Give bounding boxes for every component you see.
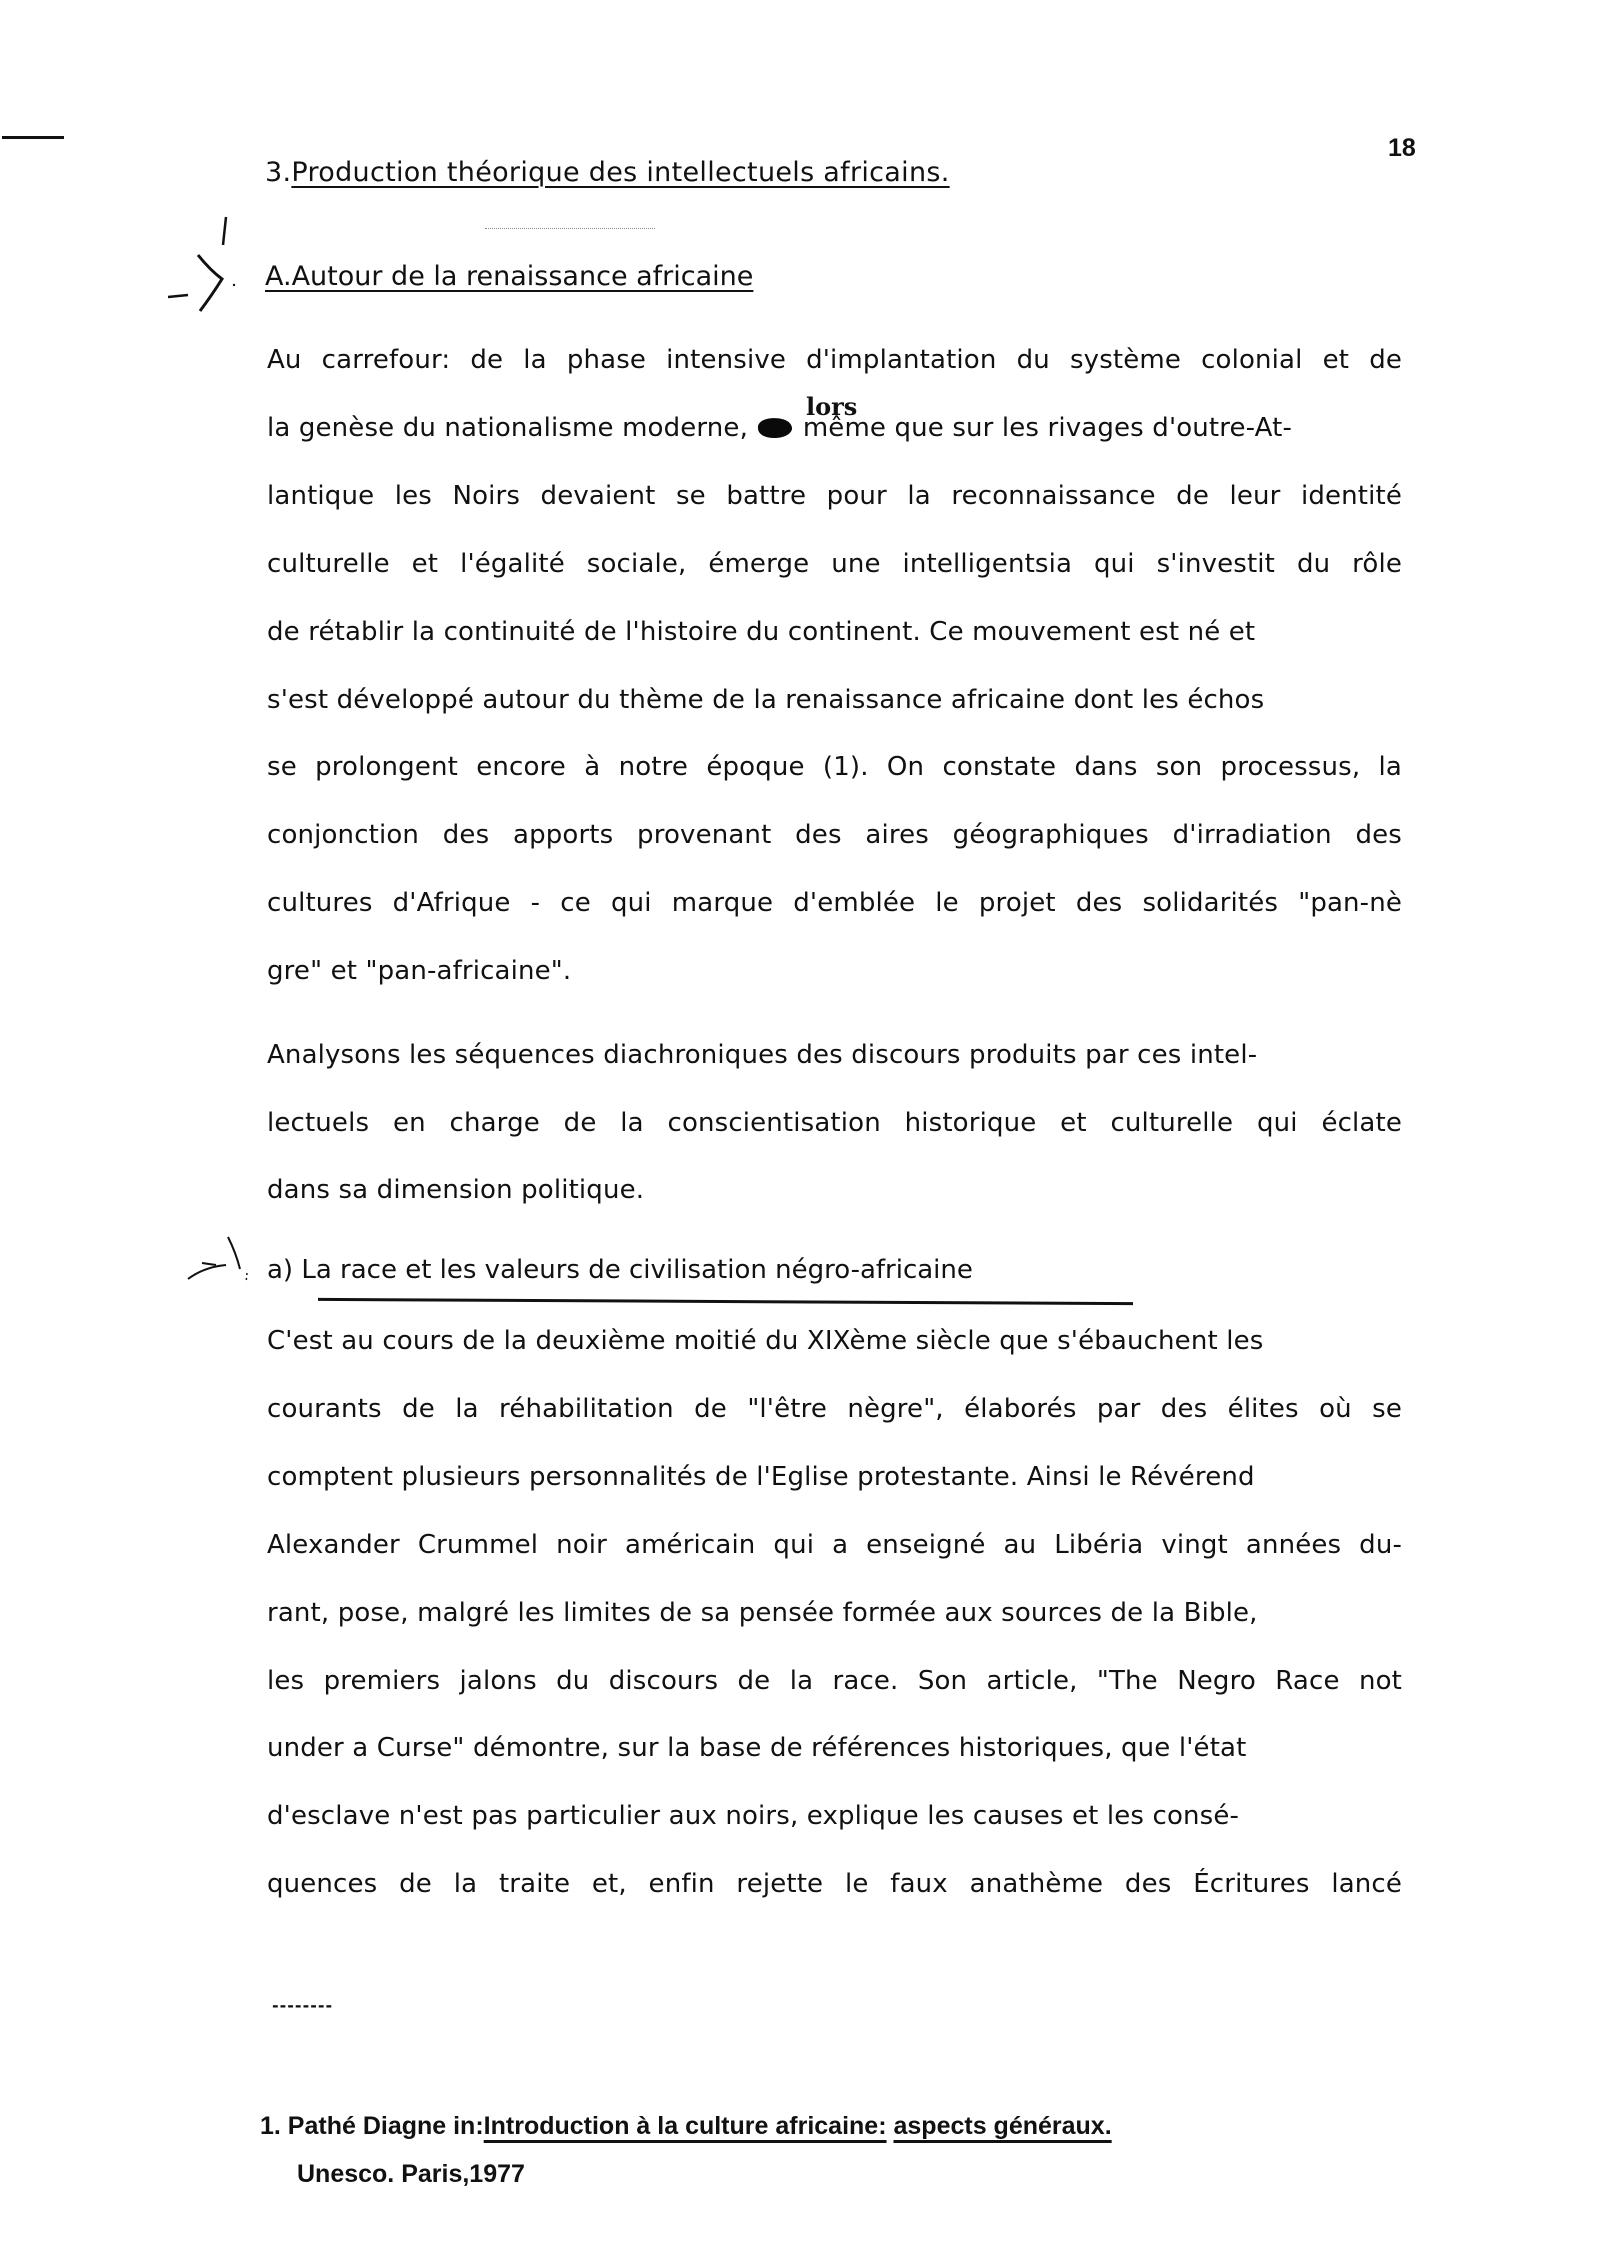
footnote-1-title: Introduction à la culture africaine: — [483, 2112, 887, 2140]
footnote-1-subtitle: aspects généraux. — [893, 2112, 1112, 2140]
footnote-1-continuation: Unesco. Paris,1977 — [297, 2160, 525, 2188]
paragraph-3-line-5: rant, pose, malgré les limites de sa pensée formée aux sources de la Bible, — [267, 1598, 1258, 1628]
paragraph-1-line-1: Au carrefour: de la phase intensive d'implantation du système colonial et de — [267, 345, 1402, 375]
paragraph-1-line-10: gre" et "pan-africaine". — [267, 956, 572, 986]
paragraph-1-line-4: culturelle et l'égalité sociale, émerge une intelligentsia qui s'investit du rôle — [267, 549, 1402, 579]
page-number: 18 — [1388, 134, 1416, 162]
paragraph-1-line-5: de rétablir la continuité de l'histoire du continent. Ce mouvement est né et — [267, 617, 1256, 647]
ink-blot-correction — [758, 417, 793, 439]
footnote-1 — [260, 2112, 1112, 2141]
paragraph-1-line-7: se prolongent encore à notre époque (1). On constate dans son processus, la — [267, 752, 1402, 782]
line-2-end: même que sur les rivages d'outre-At- — [802, 413, 1292, 443]
section-title: Production théorique des intellectuels africains. — [291, 157, 950, 188]
paragraph-2-line-1: Analysons les séquences diachroniques des discours produits par ces intel- — [267, 1040, 1258, 1070]
paragraph-3-line-2: courants de la réhabilitation de "l'être nègre", élaborés par des élites où se — [267, 1394, 1402, 1424]
section-number: 3. — [265, 157, 292, 188]
margin-dash-mark — [2, 136, 64, 139]
paragraph-3-line-4: Alexander Crummel noir américain qui a enseigné au Libéria vingt années du- — [267, 1530, 1402, 1560]
subsection-a-heading: a) La race et les valeurs de civilisation négro-africaine — [267, 1255, 973, 1285]
footnote-separator: -------- — [272, 1996, 334, 2015]
line-2-start: la genèse du nationalisme moderne, — [267, 413, 748, 443]
paragraph-1-line-9: cultures d'Afrique - ce qui marque d'emblée le projet des solidarités "pan-nè — [267, 888, 1402, 918]
paragraph-1-line-6: s'est développé autour du thème de la renaissance africaine dont les échos — [267, 685, 1265, 715]
paragraph-3-line-8: d'esclave n'est pas particulier aux noirs, explique les causes et les consé- — [267, 1801, 1240, 1831]
margin-bracket-annotation — [160, 215, 250, 315]
faint-scan-marks — [485, 228, 655, 233]
paragraph-1-line-2 — [267, 413, 1292, 443]
margin-arrow-annotation — [180, 1235, 270, 1295]
footnote-1-prefix: 1. Pathé Diagne in: — [260, 2112, 484, 2140]
paragraph-1-line-8: conjonction des apports provenant des aires géographiques d'irradiation des — [267, 820, 1402, 850]
paragraph-3-line-3: comptent plusieurs personnalités de l'Eglise protestante. Ainsi le Révérend — [267, 1462, 1255, 1492]
subsection-heading: A.Autour de la renaissance africaine — [265, 261, 754, 292]
subsection-a-underline — [318, 1298, 1133, 1305]
paragraph-3-line-7: under a Curse" démontre, sur la base de références historiques, que l'état — [267, 1733, 1247, 1763]
paragraph-3-line-6: les premiers jalons du discours de la race. Son article, "The Negro Race not — [267, 1666, 1402, 1696]
handwritten-insert: lors — [806, 392, 858, 421]
section-heading — [265, 157, 950, 188]
paragraph-1-line-3: lantique les Noirs devaient se battre pour la reconnaissance de leur identité — [267, 481, 1402, 511]
paragraph-2-line-3: dans sa dimension politique. — [267, 1175, 645, 1205]
paragraph-2-line-2: lectuels en charge de la conscientisation historique et culturelle qui éclate — [267, 1108, 1402, 1138]
paragraph-3-line-1: C'est au cours de la deuxième moitié du XIXème siècle que s'ébauchent les — [267, 1326, 1264, 1356]
paragraph-3-line-9: quences de la traite et, enfin rejette le faux anathème des Écritures lancé — [267, 1869, 1402, 1899]
